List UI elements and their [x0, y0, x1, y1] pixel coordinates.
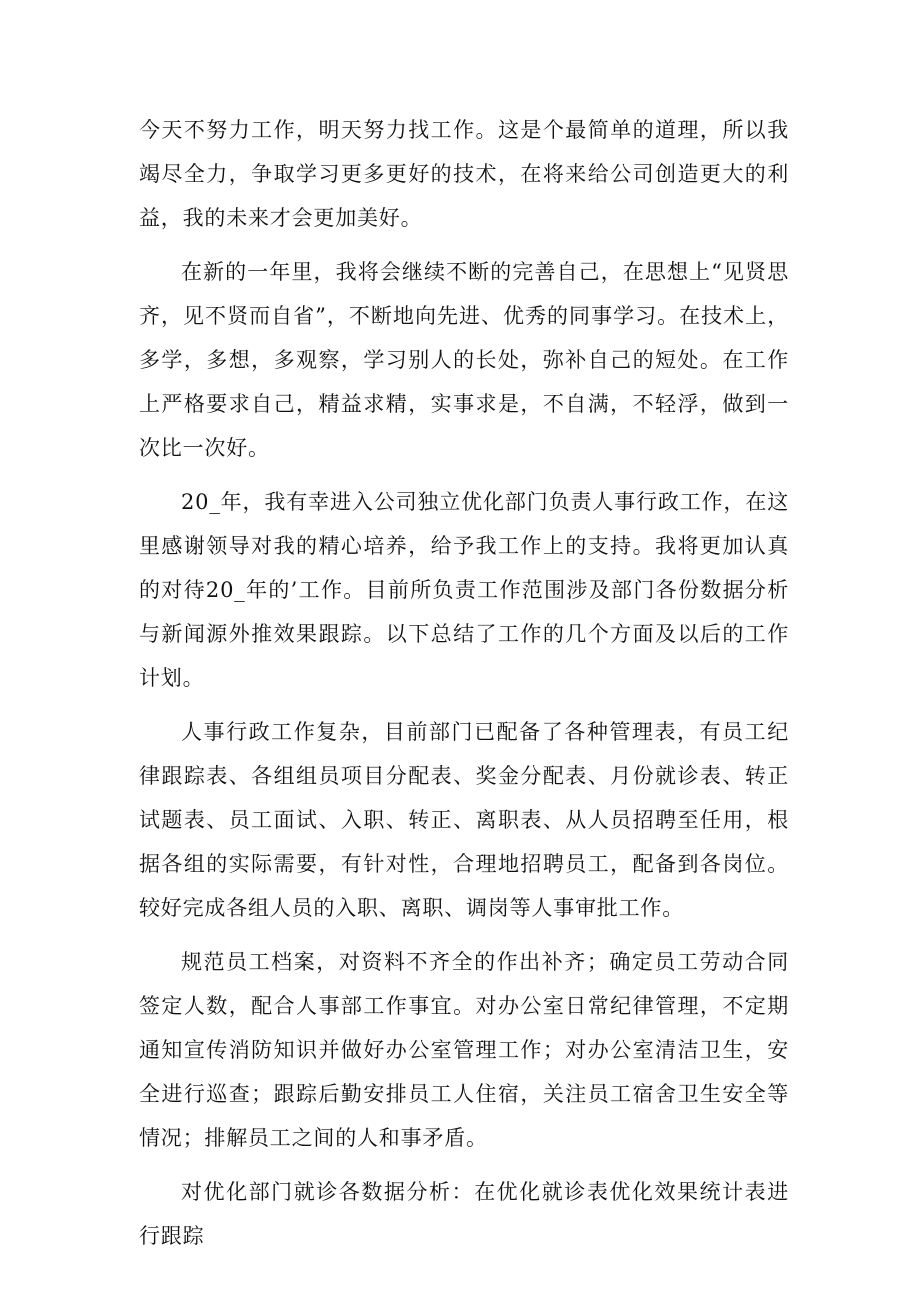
paragraph-3: 20_年，我有幸进入公司独立优化部门负责人事行政工作，在这里感谢领导对我的精心培养，给予我工作上的支持。我将更加认真的对待20_年的’工作。目前所负责工作范围涉及部门各份数据分析与新闻源外推效果跟踪。以下总结了工作的几个方面及以后的工作计划。: [139, 490, 789, 690]
paragraph-1: 今天不努力工作，明天努力找工作。这是个最简单的道理，所以我竭尽全力，争取学习更多更好的技术，在将来给公司创造更大的利益，我的未来才会更加美好。: [139, 118, 789, 230]
paragraph-5: 规范员工档案，对资料不齐全的作出补齐；确定员工劳动合同签定人数，配合人事部工作事宜。对办公室日常纪律管理，不定期通知宣传消防知识并做好办公室管理工作；对办公室清洁卫生，安全进行巡查；跟踪后勤安排员工人住宿，关注员工宿舍卫生安全等情况；排解员工之间的人和事矛盾。: [139, 950, 789, 1150]
paragraph-6: 对优化部门就诊各数据分析：在优化就诊表优化效果统计表进行跟踪: [139, 1180, 789, 1248]
paragraph-4: 人事行政工作复杂，目前部门已配备了各种管理表，有员工纪律跟踪表、各组组员项目分配表、奖金分配表、月份就诊表、转正试题表、员工面试、入职、转正、离职表、从人员招聘至任用，根据各组的实际需要，有针对性，合理地招聘员工，配备到各岗位。较好完成各组人员的入职、离职、调岗等人事审批工作。: [139, 720, 789, 920]
paragraph-2: 在新的一年里，我将会继续不断的完善自己，在思想上“见贤思齐，见不贤而自省”，不断地向先进、优秀的同事学习。在技术上，多学，多想，多观察，学习别人的长处，弥补自己的短处。在工作上严格要求自己，精益求精，实事求是，不自满，不轻浮，做到一次比一次好。: [139, 260, 789, 460]
document-body: [139, 108, 789, 1268]
